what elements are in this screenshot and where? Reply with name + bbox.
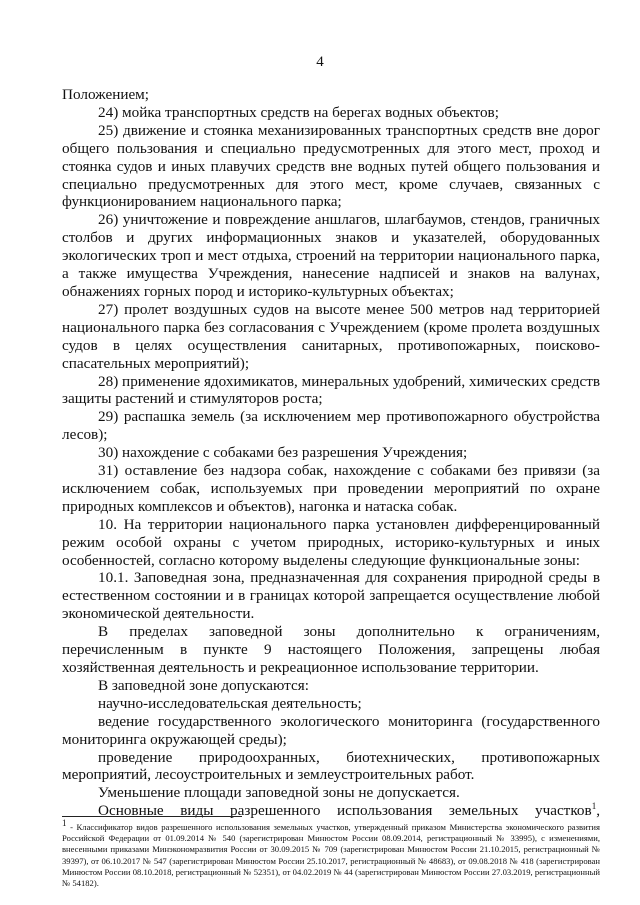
paragraph: 10. На территории национального парка установлен дифференцированный режим особой охраны с учетом природных, историко-культурных и иных особенностей, согласно которому выделены следующие функциональные зоны:	[62, 515, 600, 569]
paragraph: 30) нахождение с собаками без разрешения Учреждения;	[98, 444, 468, 462]
paragraph: 26) уничтожение и повреждение аншлагов, шлагбаумов, стендов, граничных столбов и других информационных знаков и указателей, оборудованных экологических троп и мест отдыха, строений на территории национального парка, а также имущества Учреждения, нанесение надписей и знаков на валунах, обнажениях горных пород и историко-культурных объектах;	[62, 211, 600, 300]
paragraph-punctuation: ,	[596, 802, 600, 820]
paragraph-text: Основные виды разрешенного использования земельных участков	[98, 802, 592, 820]
paragraph: Положением;	[62, 86, 150, 103]
document-body	[62, 86, 600, 820]
page-number: 4	[316, 54, 324, 70]
paragraph: ведение государственного экологического мониторинга (государственного мониторинга окружающей среды);	[62, 712, 600, 748]
paragraph: 29) распашка земель (за исключением мер противопожарного обустройства лесов);	[62, 408, 600, 444]
paragraph: научно-исследовательская деятельность;	[98, 694, 362, 712]
footnote-mark: 1	[62, 818, 67, 829]
paragraph: 10.1. Заповедная зона, предназначенная для сохранения природной среды в естественном состоянии и в границах которой запрещается осуществление любой экономической деятельности.	[62, 569, 600, 623]
paragraph: Уменьшение площади заповедной зоны не допускается.	[98, 784, 460, 802]
paragraph-list	[62, 86, 600, 802]
paragraph: 28) применение ядохимикатов, минеральных удобрений, химических средств защиты растений и стимуляторов роста;	[62, 372, 600, 408]
paragraph: В пределах заповедной зоны дополнительно к ограничениям, перечисленным в пункте 9 настоящего Положения, запрещены любая хозяйственная деятельность и рекреационное использование территории.	[62, 623, 600, 676]
paragraph: 31) оставление без надзора собак, нахождение с собаками без привязи (за исключением собак, используемых при проведении мероприятий по охране природных комплексов и объектов), нагонка и натаска собак.	[62, 462, 600, 515]
paragraph: 25) движение и стоянка механизированных транспортных средств вне дорог общего пользования и специально предусмотренных для этого мест, проход и стоянка судов и иных плавучих средств вне водных путей общего пользования и специально предусмотренных для этого мест, кроме случаев, связанных с функционированием национального парка;	[62, 121, 600, 211]
paragraph-continued	[62, 802, 600, 820]
paragraph: 27) пролет воздушных судов на высоте менее 500 метров над территорией национального парка без согласования с Учреждением (кроме пролета воздушных судов в целях осуществления санитарных, противопожарных, поисково-спасательных мероприятий);	[62, 300, 600, 372]
footnote-separator	[62, 816, 242, 817]
footnote-reference: 1	[591, 801, 597, 812]
footnote	[62, 818, 600, 889]
paragraph: В заповедной зоне допускаются:	[98, 676, 309, 694]
footnote-text: - Классификатор видов разрешенного использования земельных участков, утвержденный приказом Министерства экономического развития Российской Федерации от 01.09.2014 № 540 (зарегистрирован Минюстом России 08.09.2014, регистрационный № 33995), с изменениями, внесенными приказами Минэкономразвития России от 30.09.2015 № 709 (зарегистрирован Минюстом России 21.10.2015, регистрационный № 39397), от 06.10.2017 № 547 (зарегистрирован Минюстом России 25.10.2017, регистрационный № 48683), от 09.08.2018 № 418 (зарегистрирован Минюстом России 08.10.2018, регистрационный № 52351), от 04.02.2019 № 44 (зарегистрирован Минюстом России 27.03.2019, регистрационный № 54182).	[62, 822, 600, 889]
paragraph: 24) мойка транспортных средств на берегах водных объектов;	[98, 103, 499, 121]
paragraph: проведение природоохранных, биотехнических, противопожарных мероприятий, лесоустроительных и землеустроительных работ.	[62, 748, 600, 784]
